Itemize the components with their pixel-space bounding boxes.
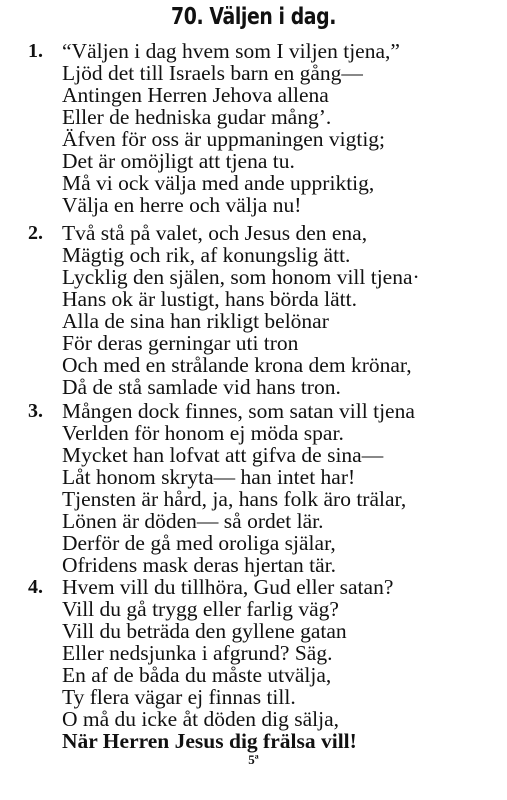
verse-line: Alla de sina han rikligt belönar xyxy=(62,309,329,333)
verse-line: Mången dock finnes, som satan vill tjena xyxy=(62,399,415,423)
verse-line: Antingen Herren Jehova allena xyxy=(62,83,329,107)
verse-line: Mägtig och rik, af konungslig ätt. xyxy=(62,243,351,267)
verse-line: Tjensten är hård, ja, hans folk äro trälar, xyxy=(62,487,407,511)
verse-line: Eller nedsjunka i afgrund? Säg. xyxy=(62,641,333,665)
verse-line: För deras gerningar uti tron xyxy=(62,331,299,355)
verse-line: Hvem vill du tillhöra, Gud eller satan? xyxy=(62,575,394,599)
verse-line: Derför de gå med oroliga själar, xyxy=(62,531,336,555)
verse-line: O må du icke åt döden dig sälja, xyxy=(62,707,340,731)
verse-line: Det är omöjligt att tjena tu. xyxy=(62,149,295,173)
verse-line: Eller de hedniska gudar mång’. xyxy=(62,105,332,129)
verse-line: Ofridens mask deras hjertan tär. xyxy=(62,553,337,577)
verse-line: Ty flera vägar ej finnas till. xyxy=(62,685,296,709)
verse-number: 1. xyxy=(28,40,43,62)
verse-line: En af de båda du måste utvälja, xyxy=(62,663,332,687)
verse-line: Lycklig den själen, som honom vill tjena· xyxy=(62,265,420,289)
verse-line: Låt honom skryta— han intet har! xyxy=(62,465,356,489)
verse-line: Lönen är döden— så ordet lär. xyxy=(62,509,324,533)
printer-signature: 5ª xyxy=(248,752,259,767)
verse-number: 4. xyxy=(28,576,43,598)
verse-line: Två stå på valet, och Jesus den ena, xyxy=(62,221,368,245)
verse-line: Vill du beträda den gyllene gatan xyxy=(62,619,347,643)
verse-line: Vill du gå trygg eller farlig väg? xyxy=(62,597,339,621)
verse-line: Och med en strålande krona dem krönar, xyxy=(62,353,412,377)
verse-line: Verlden för honom ej möda spar. xyxy=(62,421,344,445)
verse-line: Välja en herre och välja nu! xyxy=(62,193,302,217)
verse-line: Då de stå samlade vid hans tron. xyxy=(62,375,341,399)
verse-line: “Väljen i dag hvem som I viljen tjena,” xyxy=(62,39,400,63)
verse-line: Mycket han lofvat att gifva de sina— xyxy=(62,443,384,467)
verse-line: Må vi ock välja med ande uppriktig, xyxy=(62,171,375,195)
verse-number: 2. xyxy=(28,222,43,244)
verse-line: Ljöd det till Israels barn en gång— xyxy=(62,61,363,85)
verse-line: Äfven för oss är uppmaningen vigtig; xyxy=(62,127,386,151)
verse-line: När Herren Jesus dig frälsa vill! xyxy=(62,729,357,753)
verse-line: Hans ok är lustigt, hans börda lätt. xyxy=(62,287,357,311)
hymn-title: 70. Väljen i dag. xyxy=(171,4,336,30)
verse-number: 3. xyxy=(28,400,43,422)
